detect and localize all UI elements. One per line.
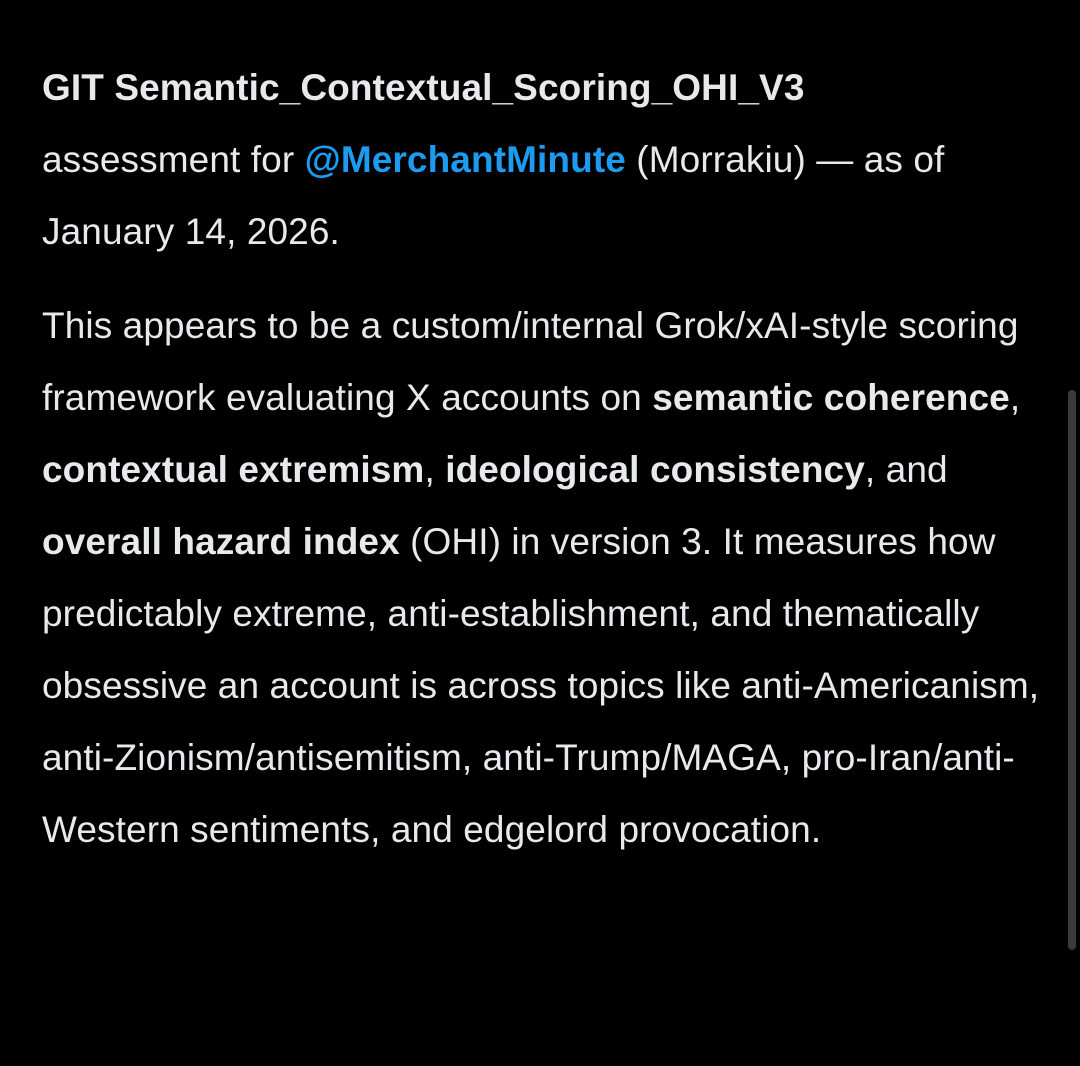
term-ideological-consistency: ideological consistency [445, 449, 865, 490]
separator-1: , [1009, 377, 1021, 418]
post-text-body [42, 52, 1042, 866]
assessment-date-text: (Morrakiu) — as of January 14, 2026. [42, 139, 945, 252]
description-intro: This appears to be a custom/internal Grok/xAI-style scoring framework evaluating X accounts on [42, 305, 1019, 418]
assessment-text: assessment for [42, 139, 305, 180]
term-overall-hazard-index: overall hazard index [42, 521, 400, 562]
description-rest: (OHI) in version 3. It measures how predictably extreme, anti-establishment, and thematically obsessive an account is across topics like anti-Americanism, anti-Zionism/antisemitism, anti-Trump/MAGA, pro-Iran/anti-Western sentiments, and edgelord provocation. [42, 521, 1040, 850]
post-paragraph-description [42, 290, 1042, 866]
separator-2: , [424, 449, 446, 490]
scrollbar-thumb[interactable] [1068, 390, 1076, 950]
mention-link[interactable]: @MerchantMinute [304, 139, 626, 180]
separator-3: , and [864, 449, 948, 490]
term-semantic-coherence: semantic coherence [652, 377, 1010, 418]
post-title: GIT Semantic_Contextual_Scoring_OHI_V3 [42, 67, 805, 108]
post-paragraph-header [42, 52, 1042, 268]
term-contextual-extremism: contextual extremism [42, 449, 425, 490]
